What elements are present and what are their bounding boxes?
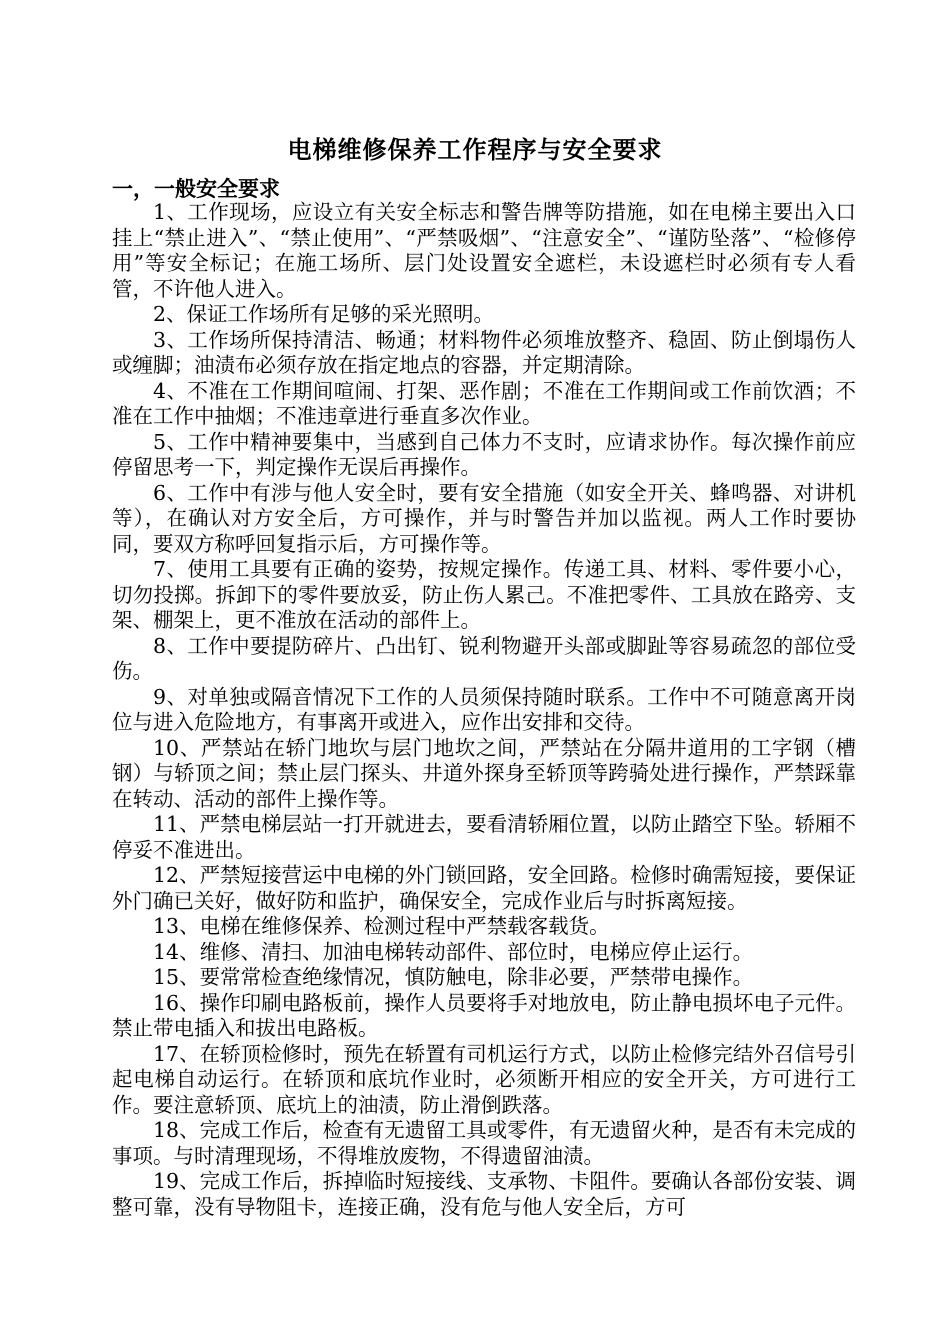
paragraph-13: 13、电梯在维修保养、检测过程中严禁载客载货。 — [153, 914, 610, 938]
paragraph-11: 11、严禁电梯层站一打开就进去，要看清轿厢位置，以防止踏空下坠。轿厢不停妥不准进出。 — [112, 812, 856, 862]
section-heading: 一，一般安全要求 — [112, 176, 280, 201]
paragraph-2: 2、保证工作场所有足够的采光照明。 — [153, 302, 495, 326]
paragraph-6: 6、工作中有涉与他人安全时，要有安全措施（如安全开关、蜂鸣器、对讲机等），在确认对方安全后，方可操作，并与时警告并加以监视。两人工作时要协同，要双方称呼回复指示后，方可操作等。 — [112, 480, 856, 556]
document-title: 电梯维修保养工作程序与安全要求 — [287, 135, 663, 164]
paragraph-8: 8、工作中要提防碎片、凸出钉、锐利物避开头部或脚趾等容易疏忽的部位受伤。 — [112, 633, 856, 683]
paragraph-12: 12、严禁短接营运中电梯的外门锁回路，安全回路。检修时确需短接，要保证外门确已关好，做好防和监护，确保安全，完成作业后与时拆离短接。 — [112, 863, 856, 913]
paragraph-16: 16、操作印刷电路板前，操作人员要将手对地放电，防止静电损坏电子元件。禁止带电插入和拔出电路板。 — [112, 990, 856, 1040]
document-body — [112, 200, 856, 1220]
paragraph-1: 1、工作现场，应设立有关安全标志和警告牌等防措施，如在电梯主要出入口挂上“禁止进入”、“禁止使用”、“严禁吸烟”、“注意安全”、“谨防坠落”、“检修停用”等安全标记；在施工场所、层门处设置安全遮栏，未设遮栏时必须有专人看管，不许他人进入。 — [112, 200, 856, 301]
paragraph-18: 18、完成工作后，检查有无遗留工具或零件，有无遗留火种，是否有未完成的事项。与时清理现场，不得堆放废物，不得遗留油渍。 — [112, 1118, 856, 1168]
paragraph-14: 14、维修、清扫、加油电梯转动部件、部位时，电梯应停止运行。 — [153, 939, 754, 964]
paragraph-5: 5、工作中精神要集中，当感到自己体力不支时，应请求协作。每次操作前应停留思考一下，判定操作无误后再操作。 — [112, 429, 856, 479]
paragraph-3: 3、工作场所保持清洁、畅通；材料物件必须堆放整齐、稳固、防止倒塌伤人或缠脚；油渍布必须存放在指定地点的容器，并定期清除。 — [112, 327, 856, 377]
paragraph-17: 17、在轿顶检修时，预先在轿置有司机运行方式，以防止检修完结外召信号引起电梯自动运行。在轿顶和底坑作业时，必须断开相应的安全开关，方可进行工作。要注意轿顶、底坑上的油渍，防止滑倒跌落。 — [112, 1041, 856, 1117]
paragraph-19: 19、完成工作后，拆掉临时短接线、支承物、卡阻件。要确认各部份安装、调整可靠，没有导物阻卡，连接正确，没有危与他人安全后，方可 — [112, 1169, 856, 1219]
paragraph-15: 15、要常常检查绝缘情况，慎防触电，除非必要，严禁带电操作。 — [153, 965, 754, 989]
paragraph-9: 9、对单独或隔音情况下工作的人员须保持随时联系。工作中不可随意离开岗位与进入危险地方，有事离开或进入，应作出安排和交待。 — [112, 684, 856, 734]
paragraph-10: 10、严禁站在轿门地坎与层门地坎之间，严禁站在分隔井道用的工字钢（槽钢）与轿顶之间；禁止层门探头、井道外探身至轿顶等跨骑处进行操作，严禁踩靠在转动、活动的部件上操作等。 — [112, 735, 856, 811]
paragraph-7: 7、使用工具要有正确的姿势，按规定操作。传递工具、材料、零件要小心，切勿投掷。拆卸下的零件要放妥，防止伤人累己。不准把零件、工具放在路旁、支架、棚架上，更不准放在活动的部件上。 — [112, 557, 856, 632]
paragraph-4: 4、不准在工作期间喧闹、打架、恶作剧；不准在工作期间或工作前饮酒；不准在工作中抽烟；不准违章进行垂直多次作业。 — [112, 378, 856, 428]
